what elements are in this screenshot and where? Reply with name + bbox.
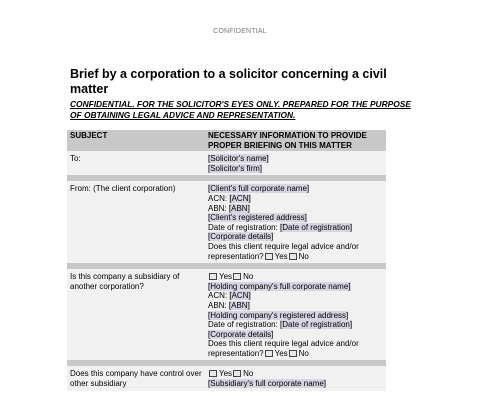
table-row-subsidiary <box>67 269 386 360</box>
solicitor-firm-field[interactable]: [Solicitor's firm] <box>208 163 262 173</box>
no-label: No <box>298 251 309 261</box>
control-no-label: No <box>243 369 254 379</box>
subsidiary-label: Is this company a subsidiary of another corporation? <box>67 269 205 360</box>
from-label: From: (The client corporation) <box>67 181 205 263</box>
holding-date-label: Date of registration: <box>208 320 278 330</box>
subsidiary-name-field[interactable]: [Subsidiary's full corporate name] <box>208 379 327 389</box>
control-label: Does this company have control over other subsidiary <box>67 366 205 390</box>
document-subtitle: CONFIDENTIAL. FOR THE SOLICITOR'S EYES ONLY. PREPARED FOR THE PURPOSE OF OBTAINING LEGAL ADVICE AND REPRESENTATION. <box>70 99 411 120</box>
holding-acn-label: ACN: <box>208 291 228 301</box>
table-header-row <box>67 130 386 151</box>
subsidiary-yes-checkbox[interactable] <box>209 273 217 280</box>
subsidiary-no-checkbox[interactable] <box>233 273 241 280</box>
holding-yes-checkbox[interactable] <box>265 350 273 357</box>
control-no-checkbox[interactable] <box>233 370 241 377</box>
document-header: CONFIDENTIAL <box>213 28 267 35</box>
control-yes-checkbox[interactable] <box>209 370 217 377</box>
holding-registration-date-field[interactable]: [Date of registration] <box>280 320 353 330</box>
to-label: To: <box>67 151 205 175</box>
solicitor-name-field[interactable]: [Solicitor's name] <box>208 154 269 164</box>
abn-label: ABN: <box>208 203 227 213</box>
holding-abn-field[interactable]: [ABN] <box>228 300 250 310</box>
client-address-field[interactable]: [Client's registered address] <box>208 213 307 223</box>
subject-header: SUBJECT <box>67 130 205 151</box>
advice-question-line1: Does this client require legal advice and/or <box>208 241 359 251</box>
table-row-control <box>67 366 386 390</box>
info-header: NECESSARY INFORMATION TO PROVIDE PROPER BRIEFING ON THIS MATTER <box>205 130 386 151</box>
no-checkbox[interactable] <box>289 253 297 260</box>
subsidiary-no-label: No <box>243 272 254 282</box>
holding-abn-label: ABN: <box>208 300 227 310</box>
holding-question-line2: representation? <box>208 348 264 358</box>
client-name-field[interactable]: [Client's full corporate name] <box>208 184 310 194</box>
holding-corporate-details-field[interactable]: [Corporate details] <box>208 329 274 339</box>
holding-company-name-field[interactable]: [Holding company's full corporate name] <box>208 281 351 291</box>
table-row-from <box>67 181 386 263</box>
table-row-to <box>67 151 386 175</box>
acn-label: ACN: <box>208 193 228 203</box>
acn-field[interactable]: [ACN] <box>229 193 251 203</box>
control-yes-label: Yes <box>219 369 233 379</box>
holding-question-line1: Does this client require legal advice and/or <box>208 339 359 349</box>
holding-no-checkbox[interactable] <box>289 350 297 357</box>
advice-question-line2: representation? <box>208 251 264 261</box>
document-title: Brief by a corporation to a solicitor concerning a civil matter <box>70 67 387 96</box>
holding-no-label: No <box>298 348 309 358</box>
holding-acn-field[interactable]: [ACN] <box>229 291 251 301</box>
yes-checkbox[interactable] <box>265 253 273 260</box>
holding-yes-label: Yes <box>274 348 288 358</box>
date-label: Date of registration: <box>208 222 278 232</box>
holding-address-field[interactable]: [Holding company's registered address] <box>208 310 349 320</box>
yes-label: Yes <box>274 251 288 261</box>
subsidiary-yes-label: Yes <box>219 272 233 282</box>
brief-table <box>67 130 386 391</box>
registration-date-field[interactable]: [Date of registration] <box>280 222 353 232</box>
corporate-details-field[interactable]: [Corporate details] <box>208 232 274 242</box>
abn-field[interactable]: [ABN] <box>228 203 250 213</box>
